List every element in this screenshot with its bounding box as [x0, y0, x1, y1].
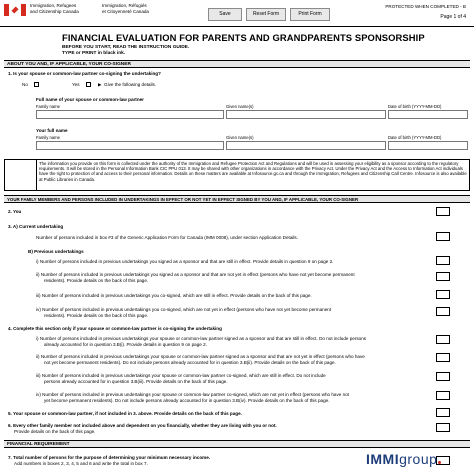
- header-divider: [0, 26, 474, 27]
- page-number: Page 1 of 4: [440, 14, 466, 20]
- box-3b-i-input[interactable]: [436, 256, 450, 265]
- privacy-gutter: [4, 159, 36, 191]
- question-3b-iv-line1: iv) Number of persons included in previous undertakings you co-signed, which are not yet in effect (persons who have not yet become permanent: [36, 307, 332, 312]
- dob-label: Date of birth (YYYY-MM-DD): [388, 135, 442, 140]
- box-5-input[interactable]: [436, 408, 450, 417]
- question-7-line2: Add numbers in boxes 2, 3, 4, 5 and 6 and write the total in box 7.: [14, 461, 148, 466]
- family-name-label: Family name: [36, 135, 60, 140]
- privacy-notice: The information you provide on this form is collected under the authority of the Immigration and Refugee Protection Act and Regulations and will be used in assessing your eligibility as a sponsor according to the regulatory requirements. It will be stored in the Personal Information Bank CIC PPU 013. It may be shared with other organizations in accordance with the Privacy Act. Under the Privacy Act and the Access to Information Act individuals have the right to protection of and access to their personal information. Details on these matters are available at Infosource.gc.ca and through the Immigration, Refugees and Citizenship Call Centre. Infosource is also available at Public Libraries in Canada.: [36, 159, 470, 191]
- form-instructions: [62, 45, 189, 56]
- instruction-line: BEFORE YOU START, READ THE INSTRUCTION GUIDE.: [62, 45, 190, 50]
- question-3b-i: i) Number of persons included in previous undertakings you signed as a sponsor and that are still in effect. Provide details in question 9 on page 2.: [36, 259, 334, 264]
- box-4-iii-input[interactable]: [436, 372, 450, 381]
- question-3-label: Your full name: [36, 128, 68, 133]
- form-title: FINANCIAL EVALUATION FOR PARENTS AND GRANDPARENTS SPONSORSHIP: [62, 32, 425, 43]
- spouse-given-names-field[interactable]: [226, 110, 386, 119]
- question-4-ii-line2: not yet become permanent residents). Do not include persons already accounted for in question 3.B(ii). Provide details on the back of this page.: [44, 360, 336, 365]
- given-names-label: Given name(s): [226, 104, 254, 109]
- logo-suffix: group: [399, 451, 438, 467]
- question-4-iii-line2: persons already accounted for in question 3.B(iii). Provide details on the back of this page.: [44, 379, 228, 384]
- spouse-dob-field[interactable]: [388, 110, 468, 119]
- no-radio[interactable]: [34, 82, 39, 87]
- department-fr-line: et Citoyenneté Canada: [102, 8, 149, 14]
- yes-label: Yes: [72, 82, 80, 87]
- section-heading-about: ABOUT YOU AND, IF APPLICABLE, YOUR CO-SIGNER: [4, 60, 470, 68]
- department-name-fr: [102, 3, 149, 14]
- question-3b-ii-line2: residents). Provide details on the back of this page.: [44, 278, 149, 283]
- box-3b-iv-input[interactable]: [436, 307, 450, 316]
- question-3a-heading: 3. A) Current undertaking: [8, 224, 64, 229]
- question-2-label: Full name of your spouse or common-law partner: [36, 97, 144, 102]
- box-3a-input[interactable]: [436, 232, 450, 241]
- reset-form-button[interactable]: Reset Form: [246, 8, 286, 21]
- department-en-line: and Citizenship Canada: [30, 8, 79, 14]
- save-button[interactable]: Save: [208, 8, 242, 21]
- question-4-ii-line1: ii) Number of persons included in previous undertakings your spouse or common-law partner signed as a sponsor and that are not yet in effect (persons who have: [36, 354, 365, 359]
- logo-main: IMMI: [366, 451, 400, 467]
- department-name-en: [30, 3, 79, 14]
- given-names-label: Given name(s): [226, 135, 254, 140]
- box-4-i-input[interactable]: [436, 335, 450, 344]
- question-6-line2: Provide details on the back of this page.: [14, 429, 96, 434]
- question-4-iv-line2: yet become permanent residents). Do not include persons already accounted for in question 3.B(iv). Provide details on the back of this page.: [44, 398, 330, 403]
- question-4-i-line1: i) Number of persons included in previous undertakings your spouse or common-law partner signed as a sponsor and that are still in effect. Do not include persons: [36, 336, 367, 341]
- department-en-line: Immigration, Refugees: [30, 3, 77, 8]
- your-dob-field[interactable]: [388, 141, 468, 150]
- question-6-line1: 6. Every other family member not included above and dependent on you financially, whether they are living with you or not.: [8, 423, 277, 428]
- dob-label: Date of birth (YYYY-MM-DD): [388, 104, 442, 109]
- immigroup-logo: [366, 451, 441, 467]
- section-heading-financial: FINANCIAL REQUIREMENT: [4, 440, 470, 448]
- your-family-name-field[interactable]: [36, 141, 224, 150]
- protection-label: PROTECTED WHEN COMPLETED - B: [385, 4, 466, 9]
- print-form-button[interactable]: Print Form: [290, 8, 330, 21]
- question-3a-text: Number of persons included in box #3 of the Generic Application Form for Canada (IMM 0008), under section Application Details.: [36, 235, 298, 240]
- question-3b-iv-line2: residents). Provide details on the back of this page.: [44, 313, 149, 318]
- question-5: 5. Your spouse or common-law partner, if not included in 3. above. Provide details on the back of this page.: [8, 411, 242, 416]
- yes-note: Give the following details.: [104, 82, 157, 87]
- department-fr-line: Immigration, Réfugiés: [102, 3, 147, 8]
- question-4-iv-line1: iv) Number of persons included in previous undertakings your spouse or common-law partner co-signed, which are not yet in effect (persons who have not: [36, 392, 349, 397]
- box-6-input[interactable]: [436, 423, 450, 432]
- question-3b-ii-line1: ii) Number of persons included in previous undertakings you signed as a sponsor and that are not yet in effect (persons who have not yet become permanent: [36, 272, 355, 277]
- box-4-ii-input[interactable]: [436, 353, 450, 362]
- question-4-heading: 4. Complete this section only if your spouse or common-law partner is co-signing the undertaking: [8, 326, 222, 331]
- no-label: No: [22, 82, 28, 87]
- spouse-family-name-field[interactable]: [36, 110, 224, 119]
- instruction-line: TYPE or PRINT in black ink.: [62, 50, 126, 56]
- question-3b-heading: B) Previous undertakings: [28, 249, 84, 254]
- arrow-right-icon: ▶: [98, 82, 102, 87]
- question-4-i-line2: already accounted for in question 3.B(i). Provide details in question 9 on page 2.: [44, 342, 207, 347]
- canada-flag-icon: [4, 4, 26, 16]
- box-4-iv-input[interactable]: [436, 391, 450, 400]
- question-4-iii-line1: iii) Number of persons included in previous undertakings your spouse or common-law partner co-signed, which are still in effect. Do not include: [36, 373, 326, 378]
- question-2-you: 2. You: [8, 209, 22, 214]
- box-3b-iii-input[interactable]: [436, 290, 450, 299]
- question-1-label: [8, 71, 161, 76]
- section-heading-family: YOUR FAMILY MEMBERS AND PERSONS INCLUDED IN UNDERTAKINGS IN EFFECT OR NOT YET IN EFFECT SIGNED BY YOU AND, IF APPLICABLE, YOUR CO-SIGNER: [4, 195, 470, 203]
- government-header: [0, 0, 474, 26]
- question-3b-iii: iii) Number of persons included in previous undertakings you co-signed, which are still in effect. Provide details on the back of this page.: [36, 293, 312, 298]
- question-7-line1: 7. Total number of persons for the purpose of determining your minimum necessary income.: [8, 455, 211, 460]
- your-given-names-field[interactable]: [226, 141, 386, 150]
- box-2-input[interactable]: [436, 207, 450, 216]
- question-1-text: 1. Is your spouse or common-law partner co-signing the undertaking?: [8, 71, 161, 76]
- logo-dot-icon: [438, 461, 441, 464]
- family-name-label: Family name: [36, 104, 60, 109]
- yes-radio[interactable]: [86, 82, 91, 87]
- box-3b-ii-input[interactable]: [436, 272, 450, 281]
